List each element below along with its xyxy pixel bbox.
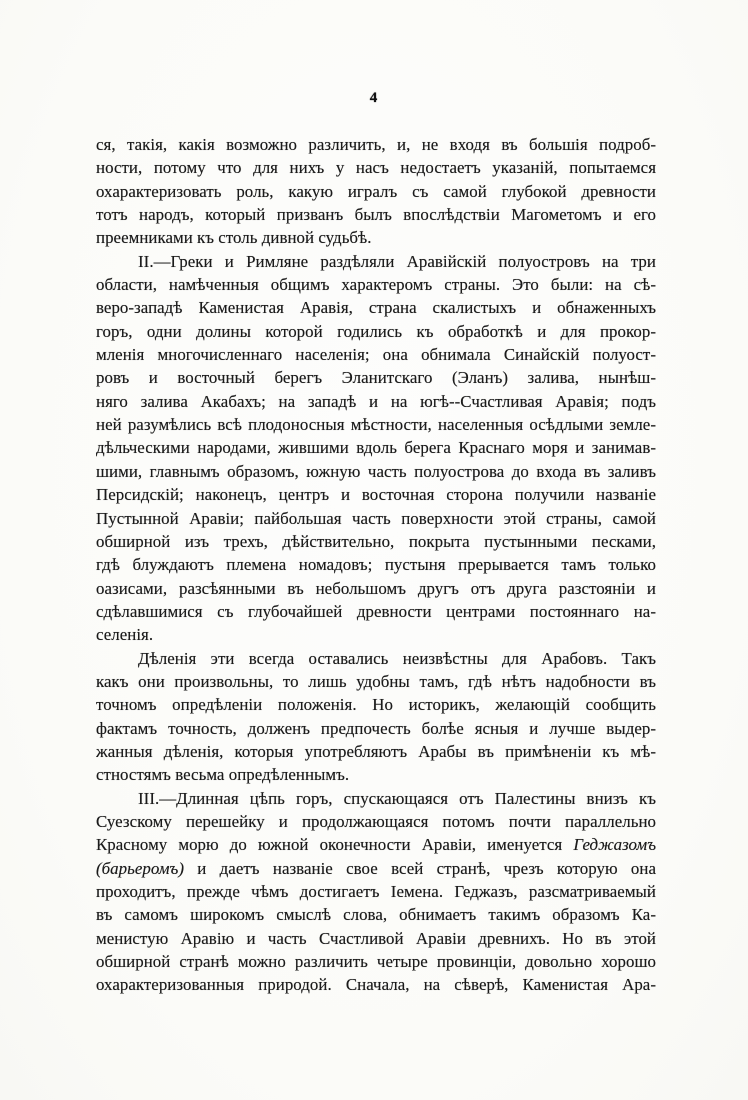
text-segment: Красному морю до южной оконечности Аравіи, именуется	[96, 835, 574, 855]
text-line: какъ они произвольны, то лишь удобны тамъ, гдѣ нѣтъ надобности въ	[96, 671, 656, 691]
text-line: охарактеризовать роль, какую игралъ съ самой глубокой древности	[96, 181, 656, 201]
text-line: охарактеризованныя природой. Сначала, на сѣверѣ, Каменистая Ара-	[96, 975, 656, 995]
text-line: обширной изъ трехъ, дѣйствительно, покрыта пустынными песками,	[96, 531, 656, 551]
text-line: тотъ народъ, который призванъ былъ впослѣдствіи Магометомъ и его	[96, 205, 656, 225]
text-line: Дѣленія эти всегда оставались неизвѣстны для Арабовъ. Такъ	[138, 648, 656, 668]
text-line: II.—Греки и Римляне раздѣляли Аравійскій полуостровъ на три	[138, 251, 656, 271]
text-line: ровъ и восточный берегъ Эланитскаго (Эланъ) залива, нынѣш-	[96, 368, 656, 388]
text-line: ся, такія, какія возможно различить, и, не входя въ большія подроб-	[96, 135, 656, 154]
text-line: проходитъ, прежде чѣмъ достигаетъ Іемена. Геджазъ, разсматриваемый	[96, 882, 656, 901]
text-line: Пустынной Аравіи; пайбольшая часть поверхности этой страны, самой	[96, 508, 656, 528]
text-line: няго залива Акабахъ; на западѣ и на югѣ--Счастливая Аравія; подъ	[96, 391, 656, 411]
text-line: стностямъ весьма опредѣленнымъ.	[96, 765, 350, 785]
paragraph	[96, 133, 656, 250]
text-line: горъ, одни долины которой годились къ обработкѣ и для прокор-	[96, 321, 656, 341]
text-line: III.—Длинная цѣпь горъ, спускающаяся отъ Палестины внизъ къ	[138, 788, 656, 808]
text-line: Суезскому перешейку и продолжающаяся потомъ почти параллельно	[96, 811, 656, 831]
text-line: селенія.	[96, 625, 154, 645]
text-line: Персидскій; наконецъ, центръ и восточная сторона получили названіе	[96, 485, 656, 505]
text-line: жанныя дѣленія, которыя употребляютъ Арабы въ примѣненіи къ мѣ-	[96, 741, 656, 761]
text-segment: и даетъ названіе свое всей странѣ, чрезъ которую она	[183, 858, 656, 878]
text-line	[96, 857, 656, 880]
text-line: шими, главнымъ образомъ, южную часть полуострова до входа въ заливъ	[96, 461, 656, 481]
text-line: ней разумѣлись всѣ плодоносныя мѣстности, населенныя осѣдлыми земле-	[96, 415, 656, 435]
paragraph	[96, 647, 656, 787]
italic-term: (барьеромъ)	[96, 858, 184, 878]
text-line: оазисами, разсѣянными въ небольшомъ другъ отъ друга разстояніи и	[96, 578, 656, 598]
text-line: области, намѣченныя общимъ характеромъ страны. Это были: на сѣ-	[96, 275, 656, 295]
text-line: ности, потому что для нихъ у насъ недостаетъ указаній, попытаемся	[96, 158, 656, 178]
text-line: въ самомъ широкомъ смыслѣ слова, обнимаетъ такимъ образомъ Ка-	[96, 905, 656, 925]
page-number: 4	[369, 90, 379, 106]
text-line: дѣльческими народами, жившими вдоль берега Краснаго моря и занимав-	[96, 438, 656, 458]
text-line: фактамъ точность, долженъ предпочесть болѣе ясныя и лучше выдер-	[96, 718, 656, 738]
text-block	[96, 133, 656, 997]
paragraph	[96, 250, 656, 647]
text-line: точномъ опредѣленіи положенія. Но историкъ, желающій сообщить	[96, 695, 656, 715]
text-line: мленія многочисленнаго населенія; она обнимала Синайскій полуост-	[96, 345, 656, 365]
text-line: обширной странѣ можно различить четыре провинціи, довольно хорошо	[96, 952, 656, 972]
text-line: преемниками къ столь дивной судьбѣ.	[96, 228, 372, 248]
italic-term: Геджазомъ	[573, 835, 656, 855]
text-line: менистую Аравію и часть Счастливой Аравіи древнихъ. Но въ этой	[96, 928, 656, 948]
text-line: гдѣ блуждаютъ племена номадовъ; пустыня прерывается тамъ только	[96, 555, 656, 575]
paragraph	[96, 787, 656, 997]
text-line	[96, 833, 656, 856]
text-line: веро-западѣ Каменистая Аравія, страна скалистыхъ и обнаженныхъ	[96, 298, 656, 318]
text-line: сдѣлавшимися съ глубочайшей древности центрами постояннаго на-	[96, 601, 656, 621]
